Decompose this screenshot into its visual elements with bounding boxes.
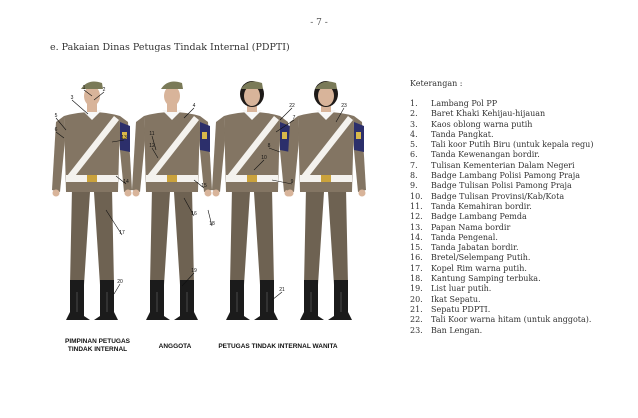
legend-item-text: Baret Khaki Kehijau-hijauan — [431, 109, 546, 119]
legend-item-text: Ikat Sepatu. — [431, 294, 481, 304]
legend-item-number: 22. — [410, 315, 423, 325]
legend-item-text: Papan Nama bordir — [431, 222, 511, 232]
callout-number: 1 — [82, 85, 86, 91]
uniform-figure-4 — [286, 81, 366, 320]
callout-number: 5 — [54, 113, 58, 119]
caption-leader — [50, 338, 145, 354]
legend-item — [410, 295, 635, 305]
legend-item-text: Lambang Pol PP — [431, 99, 498, 108]
callout-leader-line — [114, 284, 120, 294]
legend-item — [410, 140, 635, 150]
legend-item — [410, 130, 635, 140]
uniform-illustration — [44, 80, 369, 360]
caption-leader-line2: TINDAK INTERNAL — [67, 346, 128, 353]
caption-member: ANGGOTA — [158, 343, 192, 350]
callout-number: 19 — [191, 268, 197, 274]
belt-buckle — [167, 175, 177, 182]
hand-left — [53, 190, 60, 197]
legend-item — [410, 181, 635, 191]
beret — [241, 81, 263, 89]
legend-item — [410, 284, 635, 294]
armband-badge — [356, 132, 361, 139]
trousers — [150, 188, 194, 285]
armband-badge — [202, 132, 207, 139]
boot-left — [300, 280, 324, 320]
legend-item-text: Ban Lengan. — [431, 325, 483, 335]
hand-left — [133, 190, 140, 197]
callout-number: 13 — [121, 135, 127, 141]
legend-item-text: Sepatu PDPTI. — [431, 304, 491, 314]
legend-item-number: 7. — [410, 160, 418, 170]
legend-item-number: 6. — [410, 150, 418, 160]
uniform-figures — [44, 80, 369, 360]
callout-number: 6 — [54, 127, 58, 133]
boot-left — [146, 280, 170, 320]
callout-number: 16 — [191, 211, 197, 217]
legend-item-number: 12. — [410, 212, 423, 222]
legend-item — [410, 171, 635, 181]
legend-item — [410, 223, 635, 233]
legend-item — [410, 233, 635, 243]
callout-leader-line — [280, 108, 292, 120]
uniform-figure-3 — [212, 81, 292, 320]
legend-item-number: 17. — [410, 263, 423, 273]
trousers — [304, 188, 348, 285]
legend-item-text: Tulisan Kementerian Dalam Negeri — [431, 160, 575, 170]
legend-item-number: 14. — [410, 232, 423, 242]
callout-number: 17 — [119, 230, 125, 236]
boot-left — [226, 280, 250, 320]
hand-left — [287, 190, 294, 197]
legend-item-number: 2. — [410, 109, 418, 119]
legend-list — [410, 99, 635, 336]
callout-number: 3 — [70, 95, 74, 101]
callout-number: 20 — [117, 279, 123, 285]
legend-item-number: 23. — [410, 325, 423, 335]
legend-item — [410, 315, 635, 325]
callout-number: 22 — [289, 103, 295, 109]
legend-item-number: 5. — [410, 140, 418, 150]
callout-number: 18 — [209, 221, 215, 227]
legend-item — [410, 305, 635, 315]
legend-item — [410, 120, 635, 130]
legend-item-text: List luar putih. — [431, 284, 492, 294]
callout-number: 2 — [102, 87, 106, 93]
hand-right — [125, 190, 132, 197]
legend-item-number: 20. — [410, 294, 423, 304]
legend-item — [410, 109, 635, 119]
callout-number: 21 — [279, 287, 285, 293]
legend-item — [410, 274, 635, 284]
uniform-figure-2 — [132, 81, 212, 320]
belt-buckle — [321, 175, 331, 182]
legend-item-text: Tanda Pengenal. — [431, 232, 498, 242]
page-number: - 7 - — [310, 18, 328, 28]
legend-item — [410, 243, 635, 253]
callout-number: 4 — [192, 103, 196, 109]
boot-left — [66, 280, 90, 320]
legend-item-text: Badge Lambang Polisi Pamong Praja — [431, 171, 580, 181]
legend-item — [410, 99, 635, 109]
callout-number: 12 — [149, 143, 155, 149]
legend-item — [410, 253, 635, 263]
legend-item — [410, 264, 635, 274]
boot-right — [254, 280, 278, 320]
callout-number: 14 — [123, 179, 129, 185]
hand-left — [213, 190, 220, 197]
belt-buckle — [87, 175, 97, 182]
legend-item-number: 4. — [410, 129, 418, 139]
legend-item-text: Badge Tulisan Provinsi/Kab/Kota — [431, 191, 565, 201]
hand-right — [359, 190, 366, 197]
legend-item — [410, 192, 635, 202]
callout-number: 8 — [267, 143, 271, 149]
callout-number: 15 — [201, 183, 207, 189]
legend-item-text: Tanda Jabatan bordir. — [431, 243, 519, 253]
callout-leader-line — [72, 100, 88, 114]
section-title: e. Pakaian Dinas Petugas Tindak Internal (PDPTI) — [50, 42, 290, 53]
boot-right — [94, 280, 118, 320]
legend-item-text: Badge Lambang Pemda — [431, 212, 527, 222]
legend-item-text: Tanda Pangkat. — [431, 129, 494, 139]
callout-number: 7 — [292, 115, 296, 121]
caption-leader-line1: PIMPINAN PETUGAS — [64, 338, 130, 345]
legend-item-number: 13. — [410, 222, 423, 232]
arm-left — [212, 116, 225, 192]
legend-item-text: Kaos oblong warna putih — [431, 119, 533, 129]
legend-item-text: Kantung Samping terbuka. — [431, 274, 541, 284]
legend-item-number: 18. — [410, 274, 423, 284]
boot-right — [174, 280, 198, 320]
callout-number: 10 — [261, 155, 267, 161]
legend-item — [410, 150, 635, 160]
legend-item-number: 11. — [410, 201, 423, 211]
belt-buckle — [247, 175, 257, 182]
beret — [315, 81, 337, 89]
legend-item-number: 8. — [410, 171, 418, 181]
legend-item-number: 9. — [410, 181, 418, 191]
arm-left — [132, 116, 145, 192]
caption-female: PETUGAS TINDAK INTERNAL WANITA — [218, 343, 338, 350]
legend-item-text: Bretel/Selempang Putih. — [431, 253, 531, 263]
legend-item-text: Tali Koor warna hitam (untuk anggota). — [431, 315, 592, 325]
trousers — [70, 188, 114, 285]
legend-item — [410, 326, 635, 336]
callout-number: 11 — [149, 131, 155, 137]
legend-item-text: Tali koor Putih Biru (untuk kepala regu) — [431, 140, 594, 150]
legend-item-number: 19. — [410, 284, 423, 294]
legend-title: Keterangan : — [410, 79, 463, 88]
legend-item-number: 21. — [410, 304, 423, 314]
legend-item-text: Kopel Rim warna putih. — [431, 263, 527, 273]
legend-item-text: Tanda Kewenangan bordir. — [431, 150, 540, 160]
boot-right — [328, 280, 352, 320]
legend-item — [410, 161, 635, 171]
callout-number: 23 — [341, 103, 347, 109]
armband-badge — [282, 132, 287, 139]
callout-number: 9 — [290, 179, 294, 185]
legend — [410, 79, 635, 336]
legend-item-text: Tanda Kemahiran bordir. — [431, 201, 532, 211]
trousers — [230, 188, 274, 285]
legend-item-number: 1. — [410, 99, 418, 108]
legend-item-number: 3. — [410, 119, 418, 129]
legend-item-number: 16. — [410, 253, 423, 263]
hand-right — [205, 190, 212, 197]
legend-item-text: Badge Tulisan Polisi Pamong Praja — [431, 181, 572, 191]
legend-item-number: 10. — [410, 191, 423, 201]
legend-item — [410, 212, 635, 222]
legend-item-number: 15. — [410, 243, 423, 253]
beret — [161, 81, 183, 89]
legend-item — [410, 202, 635, 212]
